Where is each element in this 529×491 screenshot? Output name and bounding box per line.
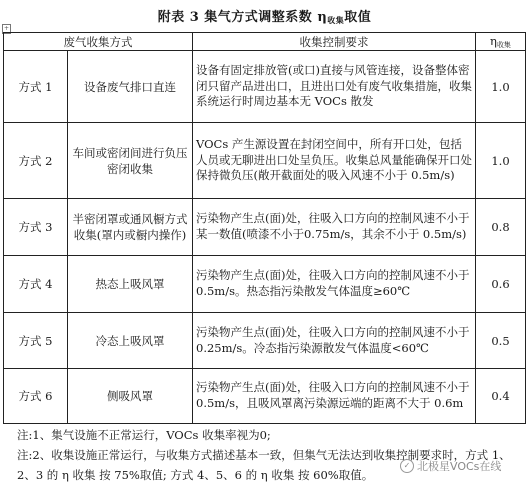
- row-id: 方式 6: [4, 369, 68, 424]
- row-id: 方式 5: [4, 313, 68, 369]
- table-row: [4, 256, 526, 313]
- row-id: 方式 4: [4, 256, 68, 313]
- row-method: 车间或密闭间进行负压密闭收集: [68, 123, 193, 199]
- row-method: 冷态上吸风罩: [68, 313, 193, 369]
- row-method: 半密闭罩或通风橱方式收集(罩内或橱内操作): [68, 199, 193, 256]
- table-row: [4, 199, 526, 256]
- header-control: 收集控制要求: [193, 33, 476, 51]
- row-control: 污染物产生点(面)处，往吸入口方向的控制风速不小于 0.25m/s。冷态指污染源散发气体温度<60℃: [193, 313, 476, 369]
- row-method: 热态上吸风罩: [68, 256, 193, 313]
- row-method: 设备废气排口直连: [68, 51, 193, 123]
- header-eta: $\eta_{收集}$: [476, 33, 526, 51]
- wechat-logo-icon: ✓: [400, 459, 414, 473]
- table-anchor-icon[interactable]: +: [3, 25, 10, 32]
- row-id: 方式 2: [4, 123, 68, 199]
- row-control: 污染物产生点(面)处，往吸入口方向的控制风速不小于 0.5m/s，且吸风罩离污染源远端的距离不大于 0.6m: [193, 369, 476, 424]
- row-eta: 1.0: [476, 51, 526, 123]
- table-row: [4, 313, 526, 369]
- table-row: [4, 369, 526, 424]
- table-notes: [17, 425, 523, 485]
- table-row: [4, 123, 526, 199]
- row-method: 侧吸风罩: [68, 369, 193, 424]
- row-eta: 0.4: [476, 369, 526, 424]
- table-row: [4, 51, 526, 123]
- row-control: 污染物产生点(面)处，往吸入口方向的控制风速不小于 0.5m/s。热态指污染散发气体温度≥60℃: [193, 256, 476, 313]
- row-eta: 0.8: [476, 199, 526, 256]
- row-id: 方式 3: [4, 199, 68, 256]
- watermark: ✓ 北极星VOCs在线: [400, 458, 501, 474]
- row-eta: 0.6: [476, 256, 526, 313]
- row-control: 污染物产生点(面)处，往吸入口方向的控制风速不小于某一数值(喷漆不小于0.75m/s，其余不小于 0.5m/s): [193, 199, 476, 256]
- row-control: 设备有固定排放管(或口)直接与风管连接，设备整体密闭只留产品进出口，且进出口处有废气收集措施，收集系统运行时周边基本无 VOCs 散发: [193, 51, 476, 123]
- row-eta: 0.5: [476, 313, 526, 369]
- row-id: 方式 1: [4, 51, 68, 123]
- note-2: 注:2、收集设施正常运行，与收集方式描述基本一致，但集气无法达到收集控制要求时，方式 1、2、3 的 η 收集 按 75%取值; 方式 4、5、6 的 η 收集 按 60%取值。: [17, 448, 511, 482]
- row-control: VOCs 产生源设置在封闭空间中，所有开口处，包括人员或无聊进出口处呈负压。收集总风量能确保开口处保持微负压(敞开截面处的吸入风速不小于 0.5m/s): [193, 123, 476, 199]
- note-1: 注:1、集气设施不正常运行，VOCs 收集率视为0;: [17, 428, 271, 442]
- header-method: 废气收集方式: [4, 33, 193, 51]
- page-title: 附表 3 集气方式调整系数 $\eta_{收集}$取值: [157, 10, 372, 25]
- row-eta: 1.0: [476, 123, 526, 199]
- adjustment-coefficient-table: [3, 32, 526, 424]
